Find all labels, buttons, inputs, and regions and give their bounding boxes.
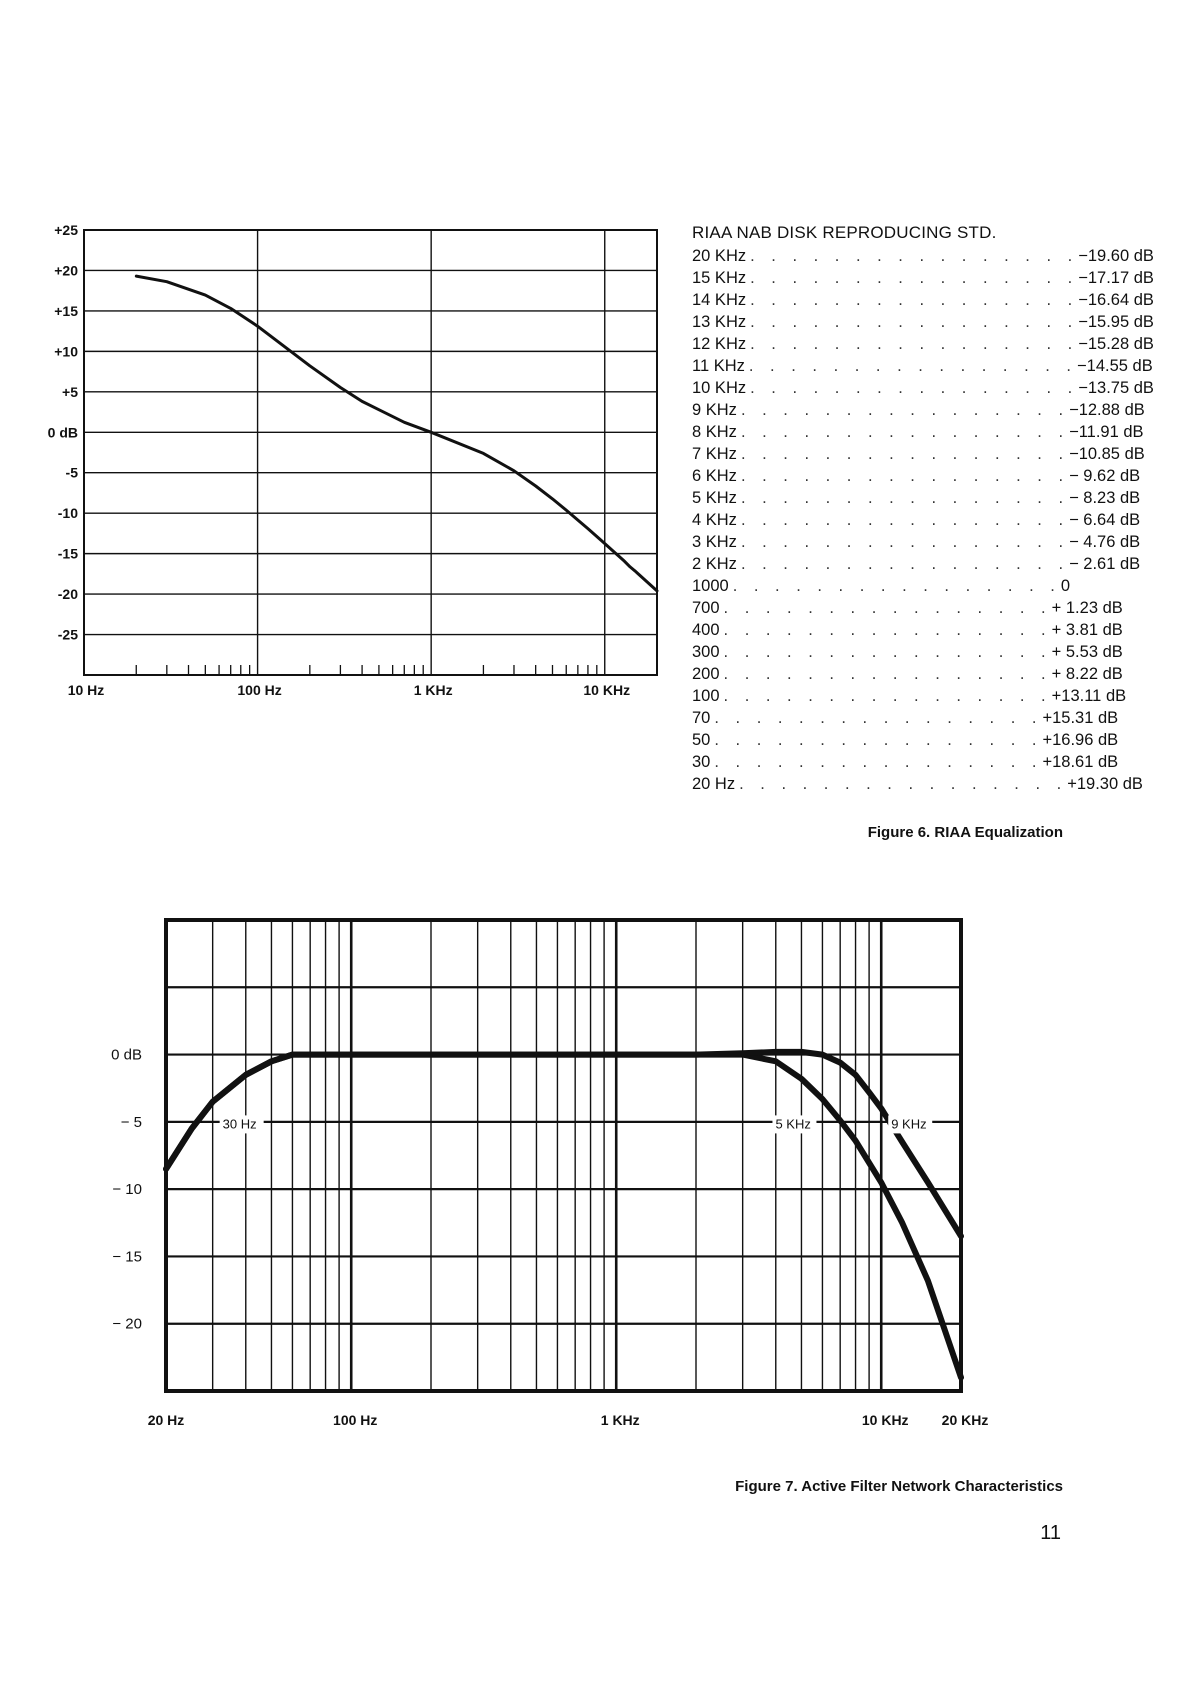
y-tick-label: − 15 [112,1248,142,1266]
riaa-frequency: 9 KHz [692,401,737,419]
dot-leader: . . . . . . . . . . . . . . . . [750,269,1079,287]
x-tick-label: 100 Hz [333,1412,378,1428]
curve-annotation: 30 Hz [222,1116,257,1132]
dot-leader: . . . . . . . . . . . . . . . . [740,511,1070,529]
x-tick-label: 100 Hz [237,682,282,698]
filter-curve-9-khz [166,1052,961,1236]
dot-leader: . . . . . . . . . . . . . . . . [723,621,1052,639]
dot-leader: . . . . . . . . . . . . . . . . [740,533,1070,551]
riaa-db-value: − 4.76 dB [1069,533,1141,551]
riaa-table-row [692,443,1145,465]
riaa-db-value: −14.55 dB [1077,357,1153,375]
dot-leader: . . . . . . . . . . . . . . . . [750,247,1079,265]
dot-leader: . . . . . . . . . . . . . . . . [740,401,1070,419]
riaa-frequency: 20 Hz [692,775,736,793]
riaa-table-row [692,245,1154,267]
riaa-frequency: 2 KHz [692,555,737,573]
curve-annotation: 9 KHz [891,1116,927,1132]
y-tick-label: − 5 [120,1113,142,1131]
dot-leader: . . . . . . . . . . . . . . . . [714,709,1043,727]
riaa-db-value: + 3.81 dB [1051,621,1123,639]
riaa-db-value: − 6.64 dB [1069,511,1141,529]
x-tick-label: 10 KHz [583,682,631,698]
y-tick-label: +5 [62,383,78,400]
filter-curve-5-khz [166,1055,961,1378]
riaa-table-row [692,707,1119,729]
x-tick-label: 1 KHz [600,1412,640,1428]
riaa-db-value: + 1.23 dB [1051,599,1123,617]
riaa-table-row [692,773,1143,795]
riaa-table-row [692,333,1154,355]
riaa-db-value: −19.60 dB [1078,247,1154,265]
riaa-table-row [692,619,1123,641]
active-filter-chart [111,915,1000,1435]
dot-leader: . . . . . . . . . . . . . . . . [732,577,1061,595]
riaa-table-row [692,641,1123,663]
riaa-db-value: − 8.23 dB [1069,489,1141,507]
y-tick-label: +25 [54,222,78,238]
riaa-db-value: −11.91 dB [1069,423,1144,441]
riaa-table [692,222,1154,795]
riaa-table-row [692,267,1154,289]
riaa-table-row [692,751,1119,773]
dot-leader: . . . . . . . . . . . . . . . . [723,599,1052,617]
riaa-table-row [692,421,1144,443]
riaa-table-row [692,509,1141,531]
y-tick-label: -15 [57,545,78,562]
riaa-frequency: 15 KHz [692,269,747,287]
riaa-frequency: 50 [692,731,711,749]
riaa-table-row [692,465,1141,487]
riaa-frequency: 100 [692,687,720,705]
y-tick-label: -25 [57,626,78,643]
riaa-frequency: 200 [692,665,720,683]
riaa-db-value: −17.17 dB [1078,269,1154,287]
y-tick-label: 0 dB [47,424,78,441]
figure-6-caption: Figure 6. RIAA Equalization [867,824,1063,841]
riaa-frequency: 4 KHz [692,511,737,529]
x-tick-label: 1 KHz [413,682,453,698]
figure-7-caption: Figure 7. Active Filter Network Characteristics [735,1478,1063,1495]
dot-leader: . . . . . . . . . . . . . . . . [739,775,1068,793]
y-tick-label: − 10 [112,1181,142,1199]
riaa-db-value: 0 [1060,577,1071,595]
riaa-db-value: + 5.53 dB [1051,643,1123,661]
riaa-frequency: 8 KHz [692,423,737,441]
riaa-equalization-chart [40,220,680,740]
riaa-frequency: 400 [692,621,720,639]
riaa-frequency: 70 [692,709,711,727]
dot-leader: . . . . . . . . . . . . . . . . [750,313,1079,331]
riaa-db-value: −15.28 dB [1078,335,1154,353]
riaa-table-row [692,553,1141,575]
dot-leader: . . . . . . . . . . . . . . . . [740,445,1070,463]
x-tick-label: 20 Hz [147,1412,185,1428]
riaa-frequency: 300 [692,643,720,661]
riaa-frequency: 20 KHz [692,247,747,265]
dot-leader: . . . . . . . . . . . . . . . . [740,555,1070,573]
riaa-table-row [692,729,1119,751]
x-tick-label: 10 Hz [67,682,105,698]
x-tick-label: 20 KHz [941,1412,989,1428]
riaa-db-value: +18.61 dB [1042,753,1119,771]
riaa-db-value: −13.75 dB [1078,379,1154,397]
riaa-curve [136,276,657,591]
y-tick-label: -20 [57,586,78,603]
riaa-table-row [692,311,1154,333]
riaa-table-row [692,575,1071,597]
riaa-db-value: −15.95 dB [1078,313,1154,331]
riaa-frequency: 14 KHz [692,291,747,309]
riaa-frequency: 11 KHz [692,357,745,375]
riaa-frequency: 700 [692,599,720,617]
dot-leader: . . . . . . . . . . . . . . . . [740,489,1070,507]
plot-frame [166,920,961,1391]
riaa-db-value: −16.64 dB [1078,291,1154,309]
riaa-table-row [692,355,1153,377]
riaa-table-row [692,663,1123,685]
riaa-frequency: 10 KHz [692,379,747,397]
riaa-frequency: 13 KHz [692,313,747,331]
dot-leader: . . . . . . . . . . . . . . . . [750,379,1079,397]
y-tick-label: +20 [54,262,78,279]
riaa-frequency: 1000 [692,577,729,595]
riaa-frequency: 7 KHz [692,445,737,463]
dot-leader: . . . . . . . . . . . . . . . . [748,357,1078,375]
riaa-frequency: 30 [692,753,711,771]
riaa-db-value: −10.85 dB [1069,445,1145,463]
dot-leader: . . . . . . . . . . . . . . . . [723,665,1052,683]
y-tick-label: +15 [54,302,78,319]
y-tick-label: -10 [57,505,78,522]
riaa-db-value: +13.11 dB [1051,687,1127,705]
riaa-table-row [692,685,1127,707]
y-tick-label: -5 [65,464,78,481]
riaa-frequency: 5 KHz [692,489,737,507]
riaa-table-row [692,289,1154,311]
dot-leader: . . . . . . . . . . . . . . . . [714,731,1043,749]
x-tick-label: 10 KHz [861,1412,909,1428]
riaa-db-value: − 9.62 dB [1069,467,1141,485]
dot-leader: . . . . . . . . . . . . . . . . [740,467,1070,485]
dot-leader: . . . . . . . . . . . . . . . . [723,687,1052,705]
riaa-db-value: +19.30 dB [1067,775,1143,793]
riaa-table-row [692,377,1154,399]
riaa-db-value: + 8.22 dB [1051,665,1123,683]
riaa-db-value: −12.88 dB [1069,401,1145,419]
y-tick-label: +10 [54,343,78,360]
dot-leader: . . . . . . . . . . . . . . . . [723,643,1052,661]
riaa-frequency: 6 KHz [692,467,737,485]
riaa-db-value: +16.96 dB [1042,731,1119,749]
y-tick-label: 0 dB [111,1046,142,1064]
dot-leader: . . . . . . . . . . . . . . . . [714,753,1043,771]
dot-leader: . . . . . . . . . . . . . . . . [740,423,1070,441]
riaa-db-value: − 2.61 dB [1069,555,1141,573]
riaa-table-rows [692,245,1154,795]
riaa-db-value: +15.31 dB [1042,709,1119,727]
riaa-frequency: 3 KHz [692,533,737,551]
riaa-table-row [692,487,1141,509]
curve-annotation: 5 KHz [775,1116,811,1132]
riaa-table-row [692,531,1141,553]
riaa-table-row [692,597,1123,619]
dot-leader: . . . . . . . . . . . . . . . . [750,291,1079,309]
riaa-table-row [692,399,1145,421]
y-tick-label: − 20 [112,1315,142,1333]
dot-leader: . . . . . . . . . . . . . . . . [750,335,1079,353]
riaa-frequency: 12 KHz [692,335,747,353]
riaa-table-title: RIAA NAB DISK REPRODUCING STD. [692,223,997,242]
page-number: 11 [1040,1522,1061,1544]
plot-frame [84,230,657,675]
